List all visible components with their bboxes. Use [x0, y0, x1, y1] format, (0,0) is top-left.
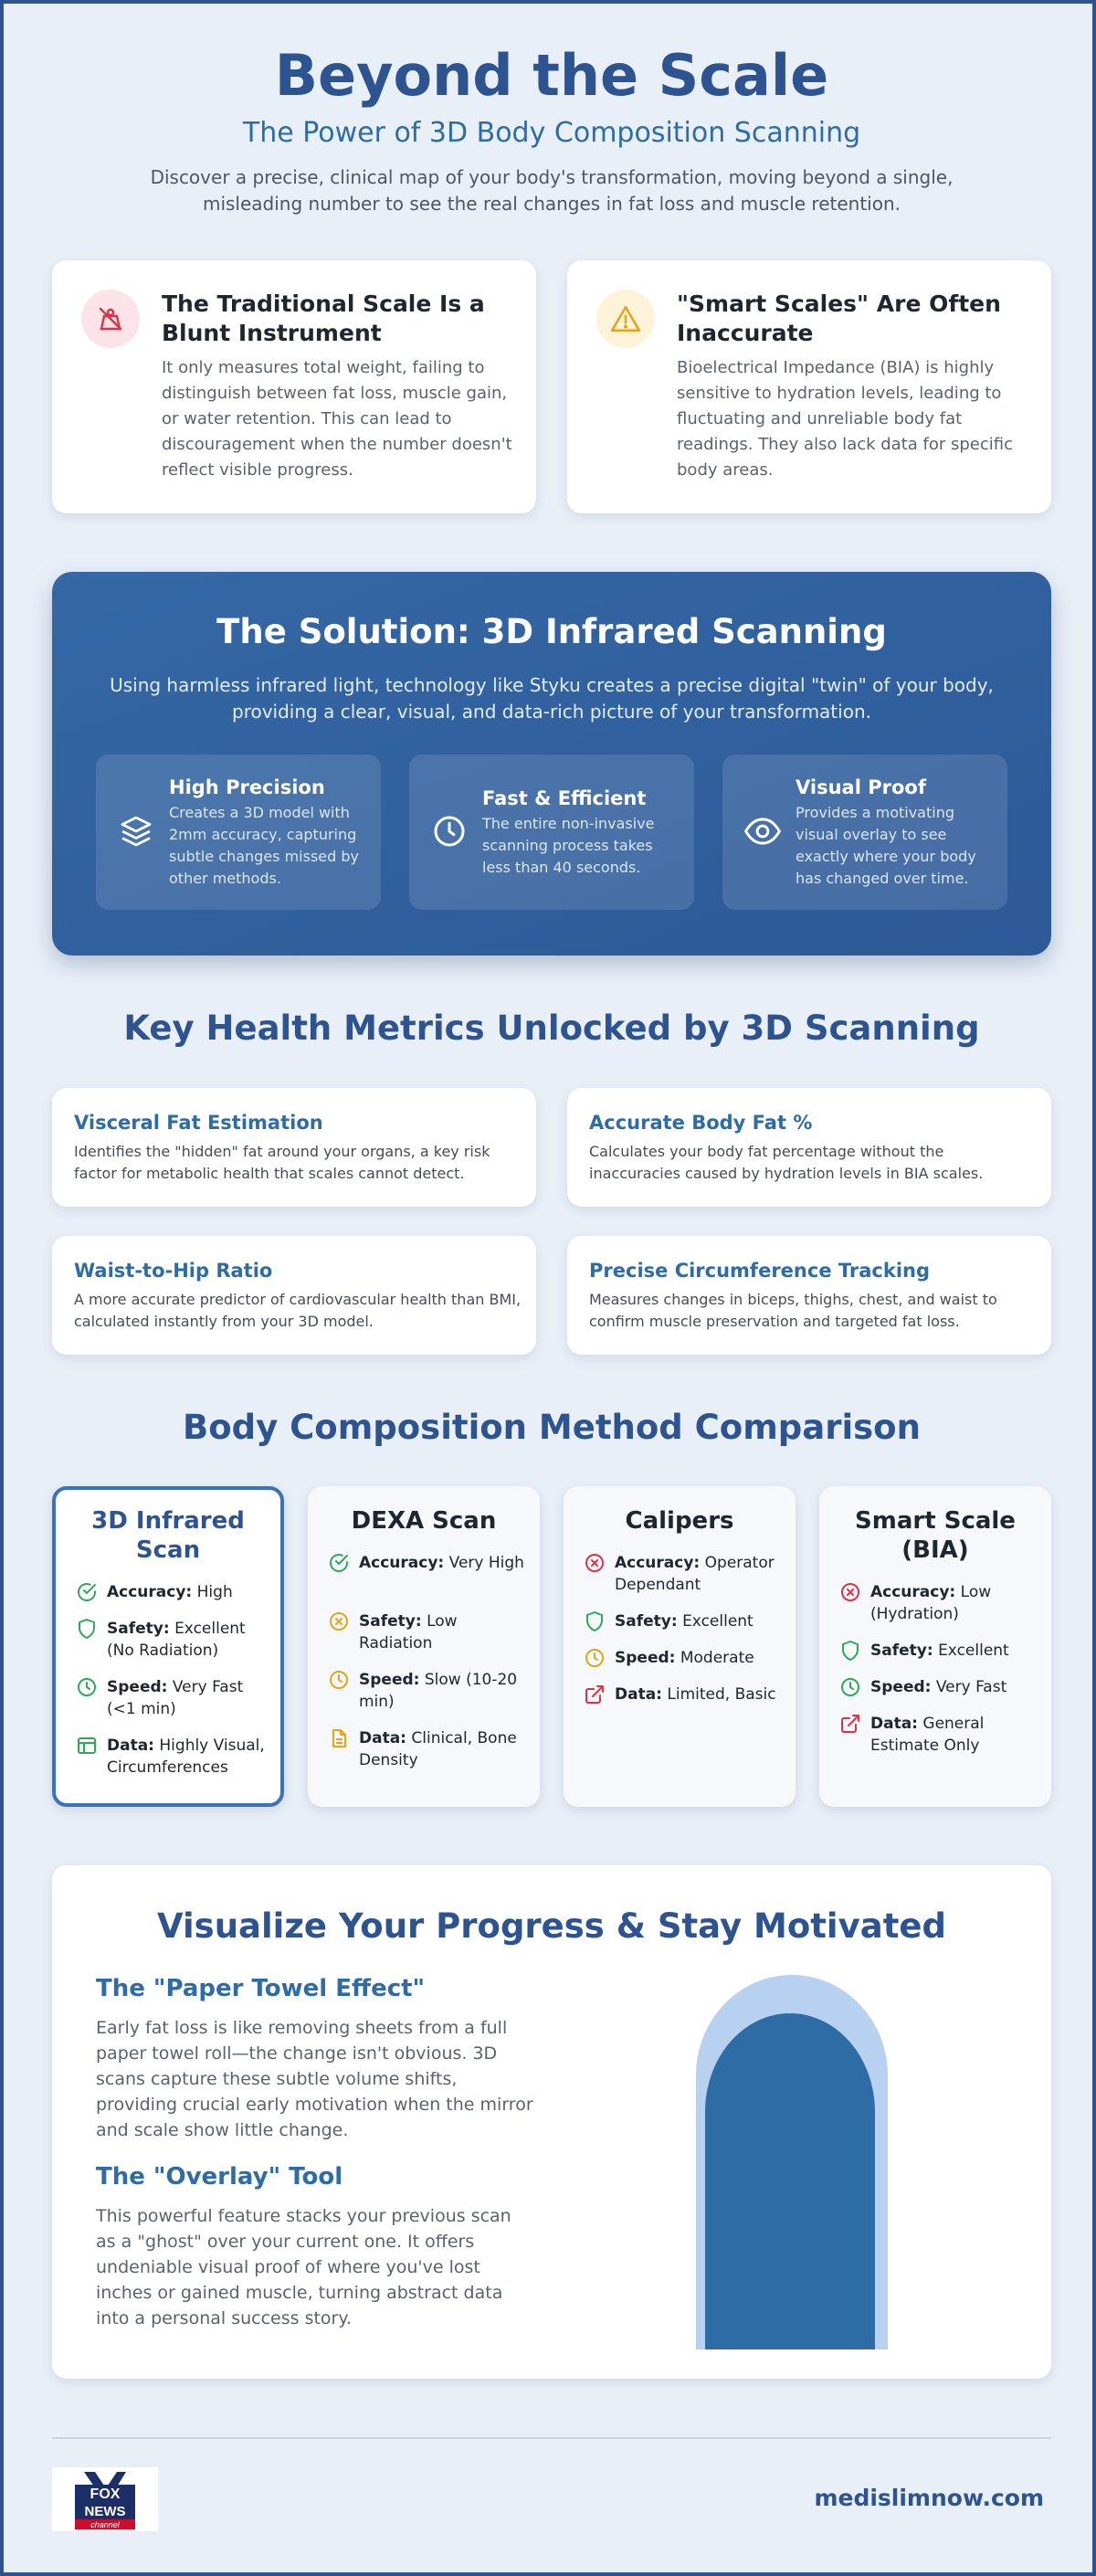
eye-icon — [741, 809, 785, 853]
metric-card — [567, 1236, 1051, 1355]
row-label: Speed: — [107, 1678, 168, 1696]
progress-subtitle: The "Paper Towel Effect" — [96, 1975, 426, 2002]
page-description: Discover a precise, clinical map of your body's transformation, moving beyond a single, misleading number to see the real changes in fat loss and muscle retention. — [150, 166, 954, 215]
progress-text: Early fat loss is like removing sheets from a full paper towel roll—the change isn't obvious. 3D scans capture these subtle volume shifts, providing crucial early motivation when the mirror and scale show little change. — [96, 2018, 533, 2140]
row-value: Low Radiation — [359, 1612, 458, 1652]
row-value: Very High — [448, 1554, 524, 1572]
method-name: 3D Infrared Scan — [91, 1507, 245, 1564]
progress-text: This powerful feature stacks your previous scan as a "ghost" over your current one. It offers undeniable visual proof of where you've lost inches or gained muscle, turning abstract data into a personal success story. — [96, 2206, 511, 2328]
row-value: Operator Dependant — [615, 1554, 775, 1594]
x-circle-icon — [328, 1610, 350, 1632]
fox-news-logo[interactable] — [52, 2467, 158, 2531]
row-label: Data: — [107, 1737, 154, 1755]
progress-title: Visualize Your Progress & Stay Motivated — [157, 1906, 946, 1946]
comparison-title: Body Composition Method Comparison — [183, 1408, 921, 1447]
row-value: Low (Hydration) — [870, 1583, 992, 1623]
clock-icon — [76, 1676, 98, 1698]
problem-card-smart-scale — [567, 260, 1051, 513]
row-value: Limited, Basic — [667, 1685, 776, 1704]
check-circle-icon — [328, 1552, 350, 1574]
metric-text: Identifies the "hidden" fat around your organs, a key risk factor for metabolic health that scales cannot detect. — [74, 1143, 490, 1182]
feature-card-fast — [409, 755, 694, 910]
external-link-icon — [584, 1684, 606, 1705]
method-row — [328, 1669, 529, 1713]
problem-title: "Smart Scales" Are Often Inaccurate — [677, 290, 1001, 346]
x-circle-icon — [584, 1552, 606, 1574]
row-label: Safety: — [870, 1642, 933, 1660]
feature-text: Creates a 3D model with 2mm accuracy, capturing subtle changes missed by other methods. — [169, 804, 359, 887]
clock-icon — [839, 1676, 861, 1698]
clock-icon — [328, 1669, 350, 1691]
metric-title: Waist-to-Hip Ratio — [74, 1260, 273, 1282]
feature-title: Visual Proof — [796, 776, 926, 798]
problem-title: The Traditional Scale Is a Blunt Instrument — [162, 290, 485, 346]
method-name: Smart Scale (BIA) — [855, 1507, 1016, 1564]
row-value: Moderate — [680, 1649, 754, 1667]
progress-section — [52, 1865, 1051, 2379]
method-card-3d-scan — [52, 1486, 284, 1807]
method-row — [328, 1727, 529, 1771]
row-value: Excellent — [938, 1642, 1009, 1660]
method-card-smart-scale — [819, 1486, 1051, 1807]
page-subtitle: The Power of 3D Body Composition Scanning — [242, 117, 861, 149]
metric-text: Calculates your body fat percentage without the inaccuracies caused by hydration levels in BIA scales. — [589, 1143, 984, 1182]
row-value: Slow (10-20 min) — [359, 1671, 518, 1711]
svg-text:channel: channel — [90, 2520, 120, 2529]
solution-description: Using harmless infrared light, technology like Styku creates a precise digital "twin" of your body, providing a clear, visual, and data-rich picture of your transformation. — [110, 674, 994, 723]
problem-card-scale — [52, 260, 536, 513]
metric-title: Visceral Fat Estimation — [74, 1112, 323, 1134]
method-row — [839, 1676, 1040, 1698]
external-link-icon — [839, 1713, 861, 1735]
method-name: DEXA Scan — [351, 1507, 497, 1535]
method-row — [76, 1676, 277, 1720]
row-label: Accuracy: — [615, 1554, 701, 1572]
row-label: Safety: — [615, 1612, 678, 1631]
check-circle-icon — [76, 1581, 98, 1603]
row-label: Safety: — [359, 1612, 422, 1631]
method-card-dexa — [308, 1486, 540, 1807]
table-icon — [76, 1735, 98, 1757]
feature-text: Provides a motivating visual overlay to see exactly where your body has changed over time. — [796, 804, 976, 887]
progress-subtitle: The "Overlay" Tool — [96, 2163, 343, 2191]
feature-card-precision — [96, 755, 381, 910]
method-row — [76, 1618, 277, 1662]
metric-title: Accurate Body Fat % — [589, 1112, 813, 1134]
row-value: Highly Visual, Circumferences — [107, 1737, 265, 1777]
shield-icon — [584, 1610, 606, 1632]
row-label: Data: — [615, 1685, 662, 1704]
row-value: Clinical, Bone Density — [359, 1729, 517, 1769]
row-value: General Estimate Only — [870, 1715, 985, 1755]
method-row — [584, 1610, 785, 1632]
shield-icon — [76, 1618, 98, 1640]
row-label: Safety: — [107, 1620, 170, 1638]
row-label: Speed: — [359, 1671, 420, 1689]
row-label: Accuracy: — [107, 1583, 193, 1601]
row-value: Excellent (No Radiation) — [107, 1620, 246, 1660]
method-row — [584, 1684, 785, 1705]
method-row — [328, 1552, 529, 1574]
document-icon — [328, 1727, 350, 1749]
problem-text: Bioelectrical Impedance (BIA) is highly sensitive to hydration levels, leading to fluctuating and unreliable body fat readings. They also lack data for specific body areas. — [677, 358, 1014, 480]
svg-text:NEWS: NEWS — [84, 2504, 126, 2519]
metrics-title: Key Health Metrics Unlocked by 3D Scanning — [123, 1008, 980, 1048]
row-value: High — [196, 1583, 233, 1601]
method-row — [839, 1581, 1040, 1625]
row-value: Very Fast — [935, 1678, 1007, 1696]
metric-title: Precise Circumference Tracking — [589, 1260, 931, 1282]
shield-icon — [839, 1640, 861, 1662]
solution-title: The Solution: 3D Infrared Scanning — [216, 612, 887, 651]
row-label: Accuracy: — [359, 1554, 445, 1572]
row-label: Speed: — [870, 1678, 932, 1696]
clock-icon — [427, 809, 471, 853]
method-row — [584, 1647, 785, 1669]
layers-icon — [114, 809, 158, 853]
metric-card — [567, 1088, 1051, 1207]
x-circle-icon — [839, 1581, 861, 1603]
site-link[interactable]: medislimnow.com — [814, 2485, 1044, 2511]
page-title: Beyond the Scale — [274, 42, 829, 109]
clock-icon — [584, 1647, 606, 1669]
solution-panel — [52, 572, 1051, 955]
method-card-calipers — [564, 1486, 796, 1807]
metric-card — [52, 1088, 536, 1207]
method-row — [839, 1713, 1040, 1757]
warning-triangle-icon — [596, 290, 655, 348]
method-row — [839, 1640, 1040, 1662]
problem-text: It only measures total weight, failing to distinguish between fat loss, muscle gain, or water retention. This can lead to discouragement when the number doesn't reflect visible progress. — [162, 358, 512, 480]
feature-title: Fast & Efficient — [482, 787, 647, 809]
metric-card — [52, 1236, 536, 1355]
metric-text: Measures changes in biceps, thighs, chest, and waist to confirm muscle preservation and targeted fat loss. — [589, 1291, 997, 1330]
row-label: Accuracy: — [870, 1583, 956, 1601]
feature-text: The entire non-invasive scanning process takes less than 40 seconds. — [482, 815, 655, 876]
row-label: Data: — [359, 1729, 406, 1747]
scale-crossed-icon — [81, 290, 140, 348]
row-value: Very Fast (<1 min) — [107, 1678, 244, 1718]
method-name: Calipers — [625, 1507, 734, 1535]
body-overlay-illustration — [696, 1975, 888, 2349]
method-row — [584, 1552, 785, 1596]
row-value: Excellent — [682, 1612, 754, 1631]
row-label: Data: — [870, 1715, 918, 1733]
method-row — [328, 1610, 529, 1654]
metric-text: A more accurate predictor of cardiovascular health than BMI, calculated instantly from your 3D model. — [74, 1291, 522, 1330]
method-row — [76, 1581, 277, 1603]
method-row — [76, 1735, 277, 1779]
feature-title: High Precision — [169, 776, 325, 798]
svg-text:FOX: FOX — [90, 2486, 121, 2502]
row-label: Speed: — [615, 1649, 676, 1667]
feature-card-visual — [722, 755, 1007, 910]
footer-divider — [52, 2437, 1051, 2439]
